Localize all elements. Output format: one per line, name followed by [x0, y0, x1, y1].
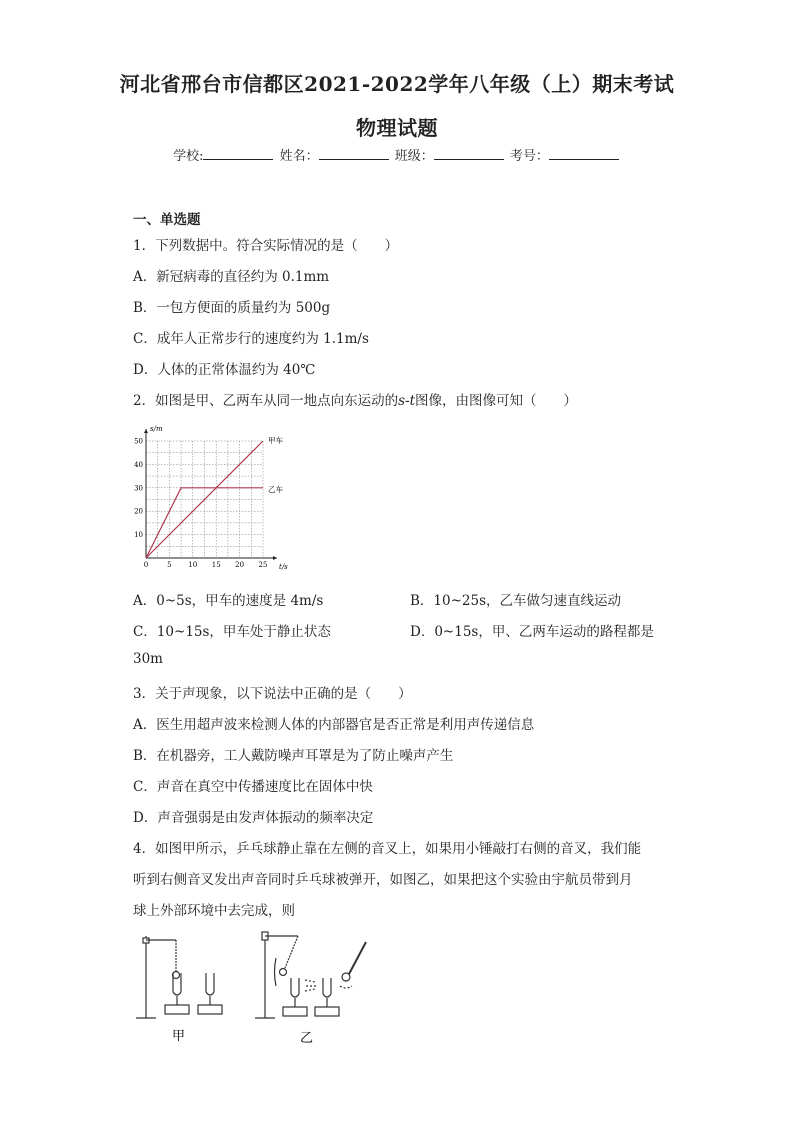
series-label-jia: 甲车 — [268, 436, 283, 445]
y-axis-arrow — [144, 429, 148, 433]
q2-stem-pre: 2．如图是甲、乙两车从同一地点向东运动的 — [133, 393, 399, 409]
q4-line-2: 听到右侧音叉发出声音同时乒乓球被弹开，如图乙，如果把这个实验由宇航员带到月 — [133, 872, 633, 888]
q3-stem: 3．关于声现象，以下说法中正确的是（ ） — [133, 686, 412, 702]
tuning-fork-figure — [130, 928, 380, 1048]
q2-option-c: C．10~15s，甲车处于静止状态 — [133, 624, 331, 640]
x-tick-label: 25 — [258, 561, 268, 569]
q1-stem: 1．下列数据中。符合实际情况的是（ ） — [133, 238, 399, 254]
x-tick-label: 10 — [188, 561, 198, 569]
q1-option-b: B．一包方便面的质量约为 500g — [133, 300, 331, 316]
exam-subtitle: 物理试题 — [356, 116, 438, 140]
st-graph — [128, 422, 298, 572]
y-tick-label: 50 — [134, 437, 143, 446]
number-label: 考号： — [509, 149, 549, 164]
q2-stem — [133, 389, 577, 409]
q3-option-d: D．声音强弱是由发声体振动的频率决定 — [133, 810, 374, 826]
number-blank[interactable] — [549, 147, 619, 160]
figure-label-yi: 乙 — [300, 1031, 314, 1046]
q3-option-c: C．声音在真空中传播速度比在固体中快 — [133, 779, 373, 795]
q4-line-1: 4．如图甲所示，乒乓球静止靠在左侧的音叉上，如果用小锤敲打右侧的音叉，我们能 — [133, 841, 642, 857]
series-label-yi: 乙车 — [268, 485, 283, 494]
q2-option-a: A．0~5s，甲车的速度是 4m/s — [133, 593, 324, 609]
q2-option-b: B．10~25s，乙车做匀速直线运动 — [410, 593, 622, 609]
q2-stem-post: 图像，由图像可知（ ） — [415, 393, 578, 409]
name-blank[interactable] — [319, 147, 389, 160]
school-blank[interactable] — [203, 147, 273, 160]
x-tick-label: 0 — [143, 561, 149, 569]
q2-stem-var: s-t — [398, 393, 416, 409]
y-tick-label: 30 — [134, 484, 143, 493]
class-label: 班级： — [394, 149, 434, 164]
y-tick-label: 10 — [134, 531, 143, 540]
exam-title: 河北省邢台市信都区2021-2022学年八年级（上）期末考试 — [119, 72, 675, 96]
figure-label-jia: 甲 — [172, 1029, 186, 1044]
name-label: 姓名： — [279, 149, 319, 164]
x-axis-arrow — [273, 556, 277, 560]
school-label: 学校: — [173, 149, 204, 164]
student-info-line — [0, 145, 794, 164]
class-blank[interactable] — [434, 147, 504, 160]
figure-jia — [136, 936, 222, 1018]
q1-option-c: C．成年人正常步行的速度约为 1.1m/s — [133, 331, 369, 347]
y-tick-label: 20 — [134, 507, 143, 516]
y-axis-label: s/m — [150, 425, 163, 433]
q1-option-d: D．人体的正常体温约为 40℃ — [133, 362, 316, 378]
x-tick-label: 15 — [211, 561, 221, 569]
q1-option-a: A．新冠病毒的直径约为 0.1mm — [133, 269, 330, 285]
section-heading: 一、单选题 — [133, 212, 201, 228]
q2-option-d: D．0~15s，甲、乙两车运动的路程都是 — [410, 624, 654, 640]
q3-option-b: B．在机器旁，工人戴防噪声耳罩是为了防止噪声产生 — [133, 748, 454, 764]
x-tick-label: 5 — [167, 561, 172, 569]
figure-yi — [255, 932, 366, 1018]
y-tick-label: 40 — [134, 460, 143, 469]
q4-line-3: 球上外部环境中去完成，则 — [133, 903, 295, 919]
q2-option-d-cont: 30m — [133, 651, 163, 667]
x-tick-label: 20 — [235, 561, 245, 569]
x-axis-label: t/s — [279, 563, 288, 571]
q3-option-a: A．医生用超声波来检测人体的内部器官是否正常是利用声传递信息 — [133, 717, 535, 733]
